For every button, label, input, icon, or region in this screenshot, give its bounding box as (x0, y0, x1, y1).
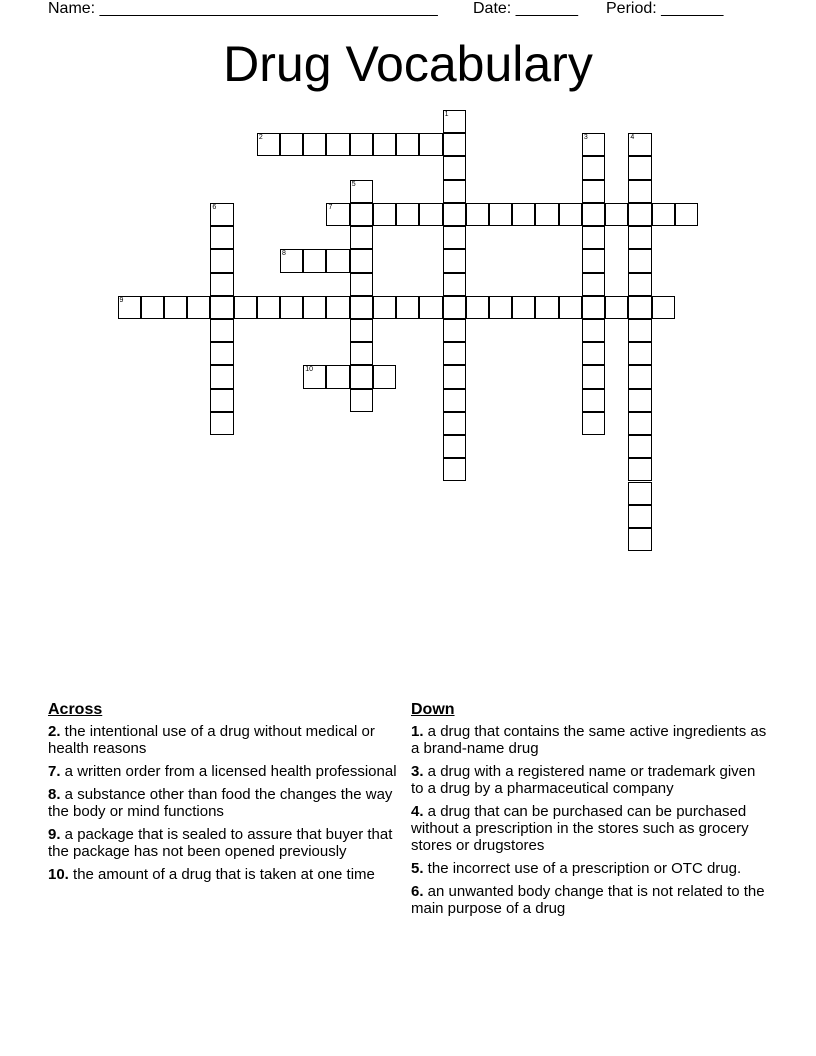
crossword-cell[interactable] (443, 365, 466, 388)
crossword-cell[interactable] (628, 180, 651, 203)
clue-number: 1. (411, 723, 424, 740)
crossword-cell[interactable] (628, 226, 651, 249)
crossword-cell[interactable] (582, 226, 605, 249)
crossword-cell[interactable] (628, 482, 651, 505)
crossword-cell[interactable] (628, 435, 651, 458)
crossword-cell[interactable] (419, 133, 442, 156)
crossword-cell[interactable] (326, 203, 349, 226)
crossword-cell[interactable] (210, 226, 233, 249)
crossword-cell[interactable] (605, 203, 628, 226)
crossword-cell[interactable] (559, 203, 582, 226)
crossword-cell[interactable] (582, 180, 605, 203)
clue-number: 5. (411, 860, 424, 877)
clue-number-label: 8 (282, 250, 286, 258)
clue-number-label: 2 (258, 134, 263, 142)
crossword-cell[interactable] (628, 156, 651, 179)
down-clue (411, 763, 771, 797)
crossword-cell[interactable] (350, 133, 373, 156)
crossword-cell[interactable] (628, 528, 651, 551)
crossword-cell[interactable] (419, 296, 442, 319)
crossword-cell[interactable] (326, 133, 349, 156)
crossword-cell[interactable] (582, 156, 605, 179)
clue-number-label: 5 (351, 180, 356, 188)
crossword-cell[interactable] (443, 110, 466, 133)
clue-number-label: 3 (583, 134, 588, 142)
crossword-cell[interactable] (350, 203, 373, 226)
crossword-cell[interactable] (210, 273, 233, 296)
crossword-cell[interactable] (443, 156, 466, 179)
clue-number: 8. (48, 786, 61, 803)
crossword-cell[interactable] (373, 203, 396, 226)
crossword-cell[interactable] (326, 249, 349, 272)
crossword-cell[interactable] (350, 319, 373, 342)
crossword-cell[interactable] (582, 319, 605, 342)
crossword-cell[interactable] (443, 273, 466, 296)
crossword-cell[interactable] (350, 296, 373, 319)
crossword-cell[interactable] (280, 249, 303, 272)
crossword-cell[interactable] (628, 319, 651, 342)
crossword-cell[interactable] (350, 342, 373, 365)
crossword-cell[interactable] (443, 435, 466, 458)
crossword-cell[interactable] (628, 458, 651, 481)
crossword-cell[interactable] (303, 133, 326, 156)
crossword-cell[interactable] (210, 319, 233, 342)
crossword-cell[interactable] (443, 296, 466, 319)
down-clue (411, 883, 771, 917)
crossword-cell[interactable] (210, 389, 233, 412)
crossword-cell[interactable] (628, 389, 651, 412)
crossword-cell[interactable] (628, 342, 651, 365)
crossword-cell[interactable] (443, 203, 466, 226)
clue-number: 3. (411, 763, 424, 780)
crossword-cell[interactable] (466, 203, 489, 226)
crossword-cell[interactable] (350, 226, 373, 249)
crossword-cell[interactable] (257, 296, 280, 319)
crossword-cell[interactable] (443, 226, 466, 249)
clue-text: the incorrect use of a prescription or OTC drug. (423, 860, 742, 877)
clue-number: 9. (48, 826, 61, 843)
crossword-cell[interactable] (350, 365, 373, 388)
across-clue (48, 763, 398, 780)
down-clues (411, 701, 771, 923)
crossword-cell[interactable] (512, 203, 535, 226)
crossword-cell[interactable] (489, 203, 512, 226)
crossword-cell[interactable] (396, 296, 419, 319)
down-clue (411, 860, 771, 877)
crossword-cell[interactable] (652, 203, 675, 226)
down-clue (411, 803, 771, 854)
crossword-cell[interactable] (512, 296, 535, 319)
crossword-cell[interactable] (628, 365, 651, 388)
period-field[interactable]: Period: _______ (606, 0, 724, 17)
across-clue (48, 866, 398, 883)
crossword-cell[interactable] (141, 296, 164, 319)
crossword-cell[interactable] (443, 319, 466, 342)
crossword-cell[interactable] (605, 296, 628, 319)
crossword-cell[interactable] (443, 133, 466, 156)
clue-text: a drug that can be purchased can be purchased without a prescription in the stores such as grocery stores or drugstores (411, 803, 749, 854)
crossword-cell[interactable] (628, 505, 651, 528)
clue-number: 6. (411, 883, 424, 900)
crossword-cell[interactable] (582, 133, 605, 156)
across-clue (48, 786, 398, 820)
crossword-cell[interactable] (628, 133, 651, 156)
across-heading: Across (48, 701, 103, 718)
name-field[interactable]: Name: ______________________________________ (48, 0, 438, 17)
crossword-cell[interactable] (187, 296, 210, 319)
clue-number-label: 7 (328, 203, 333, 211)
clue-number: 4. (411, 803, 424, 820)
crossword-cell[interactable] (582, 389, 605, 412)
crossword-cell[interactable] (210, 342, 233, 365)
crossword-cell[interactable] (350, 249, 373, 272)
clue-text: a written order from a licensed health professional (60, 763, 397, 780)
crossword-cell[interactable] (582, 249, 605, 272)
clue-number-label: 6 (212, 203, 217, 211)
crossword-cell[interactable] (443, 342, 466, 365)
down-clue (411, 723, 771, 757)
crossword-cell[interactable] (373, 296, 396, 319)
clue-text: the amount of a drug that is taken at one time (68, 866, 375, 883)
clue-text: a substance other than food the changes the way the body or mind functions (48, 786, 393, 820)
crossword-cell[interactable] (350, 273, 373, 296)
crossword-cell[interactable] (350, 389, 373, 412)
crossword-cell[interactable] (559, 296, 582, 319)
crossword-cell[interactable] (303, 365, 326, 388)
crossword-cell[interactable] (535, 203, 558, 226)
crossword-cell[interactable] (396, 133, 419, 156)
crossword-cell[interactable] (443, 458, 466, 481)
crossword-cell[interactable] (373, 365, 396, 388)
crossword-cell[interactable] (234, 296, 257, 319)
crossword-cell[interactable] (443, 249, 466, 272)
crossword-cell[interactable] (628, 203, 651, 226)
crossword-cell[interactable] (210, 249, 233, 272)
clue-number-label: 10 (305, 366, 314, 374)
crossword-cell[interactable] (257, 133, 280, 156)
crossword-cell[interactable] (326, 365, 349, 388)
crossword-cell[interactable] (118, 296, 141, 319)
clue-number-label: 1 (444, 111, 449, 118)
clue-text: a package that is sealed to assure that buyer that the package has not been opened previously (48, 826, 393, 860)
crossword-cell[interactable] (443, 180, 466, 203)
crossword-cell[interactable] (582, 365, 605, 388)
clue-text: a drug that contains the same active ingredients as a brand-name drug (411, 723, 767, 757)
crossword-cell[interactable] (419, 203, 442, 226)
crossword-cell[interactable] (628, 412, 651, 435)
crossword-cell[interactable] (582, 296, 605, 319)
crossword-cell[interactable] (210, 412, 233, 435)
across-clue (48, 826, 398, 860)
crossword-cell[interactable] (582, 342, 605, 365)
crossword-cell[interactable] (210, 365, 233, 388)
crossword-cell[interactable] (652, 296, 675, 319)
crossword-cell[interactable] (628, 273, 651, 296)
crossword-cell[interactable] (675, 203, 698, 226)
crossword-cell[interactable] (396, 203, 419, 226)
clue-text: a drug with a registered name or trademark given to a drug by a pharmaceutical company (411, 763, 756, 797)
crossword-cell[interactable] (466, 296, 489, 319)
across-clue (48, 723, 398, 757)
down-heading: Down (411, 701, 455, 718)
crossword-cell[interactable] (303, 296, 326, 319)
clue-number: 10. (48, 866, 69, 883)
clue-text: the intentional use of a drug without medical or health reasons (48, 723, 375, 757)
page-title: Drug Vocabulary (223, 36, 593, 92)
crossword-cell[interactable] (489, 296, 512, 319)
crossword-cell[interactable] (628, 296, 651, 319)
crossword-cell[interactable] (164, 296, 187, 319)
clue-number-label: 9 (119, 296, 124, 304)
crossword-cell[interactable] (210, 203, 233, 226)
crossword-cell[interactable] (326, 296, 349, 319)
crossword-cell[interactable] (210, 296, 233, 319)
across-clues (48, 701, 398, 889)
crossword-cell[interactable] (350, 180, 373, 203)
crossword-cell[interactable] (582, 412, 605, 435)
crossword-cell[interactable] (280, 296, 303, 319)
crossword-cell[interactable] (280, 133, 303, 156)
crossword-cell[interactable] (443, 412, 466, 435)
date-field[interactable]: Date: _______ (473, 0, 578, 17)
clue-number: 2. (48, 723, 61, 740)
clue-number-label: 4 (630, 134, 635, 142)
crossword-cell[interactable] (443, 389, 466, 412)
crossword-cell[interactable] (582, 203, 605, 226)
crossword-cell[interactable] (535, 296, 558, 319)
crossword-cell[interactable] (373, 133, 396, 156)
crossword-cell[interactable] (303, 249, 326, 272)
clue-text: an unwanted body change that is not related to the main purpose of a drug (411, 883, 765, 917)
crossword-cell[interactable] (582, 273, 605, 296)
crossword-cell[interactable] (628, 249, 651, 272)
clue-number: 7. (48, 763, 61, 780)
